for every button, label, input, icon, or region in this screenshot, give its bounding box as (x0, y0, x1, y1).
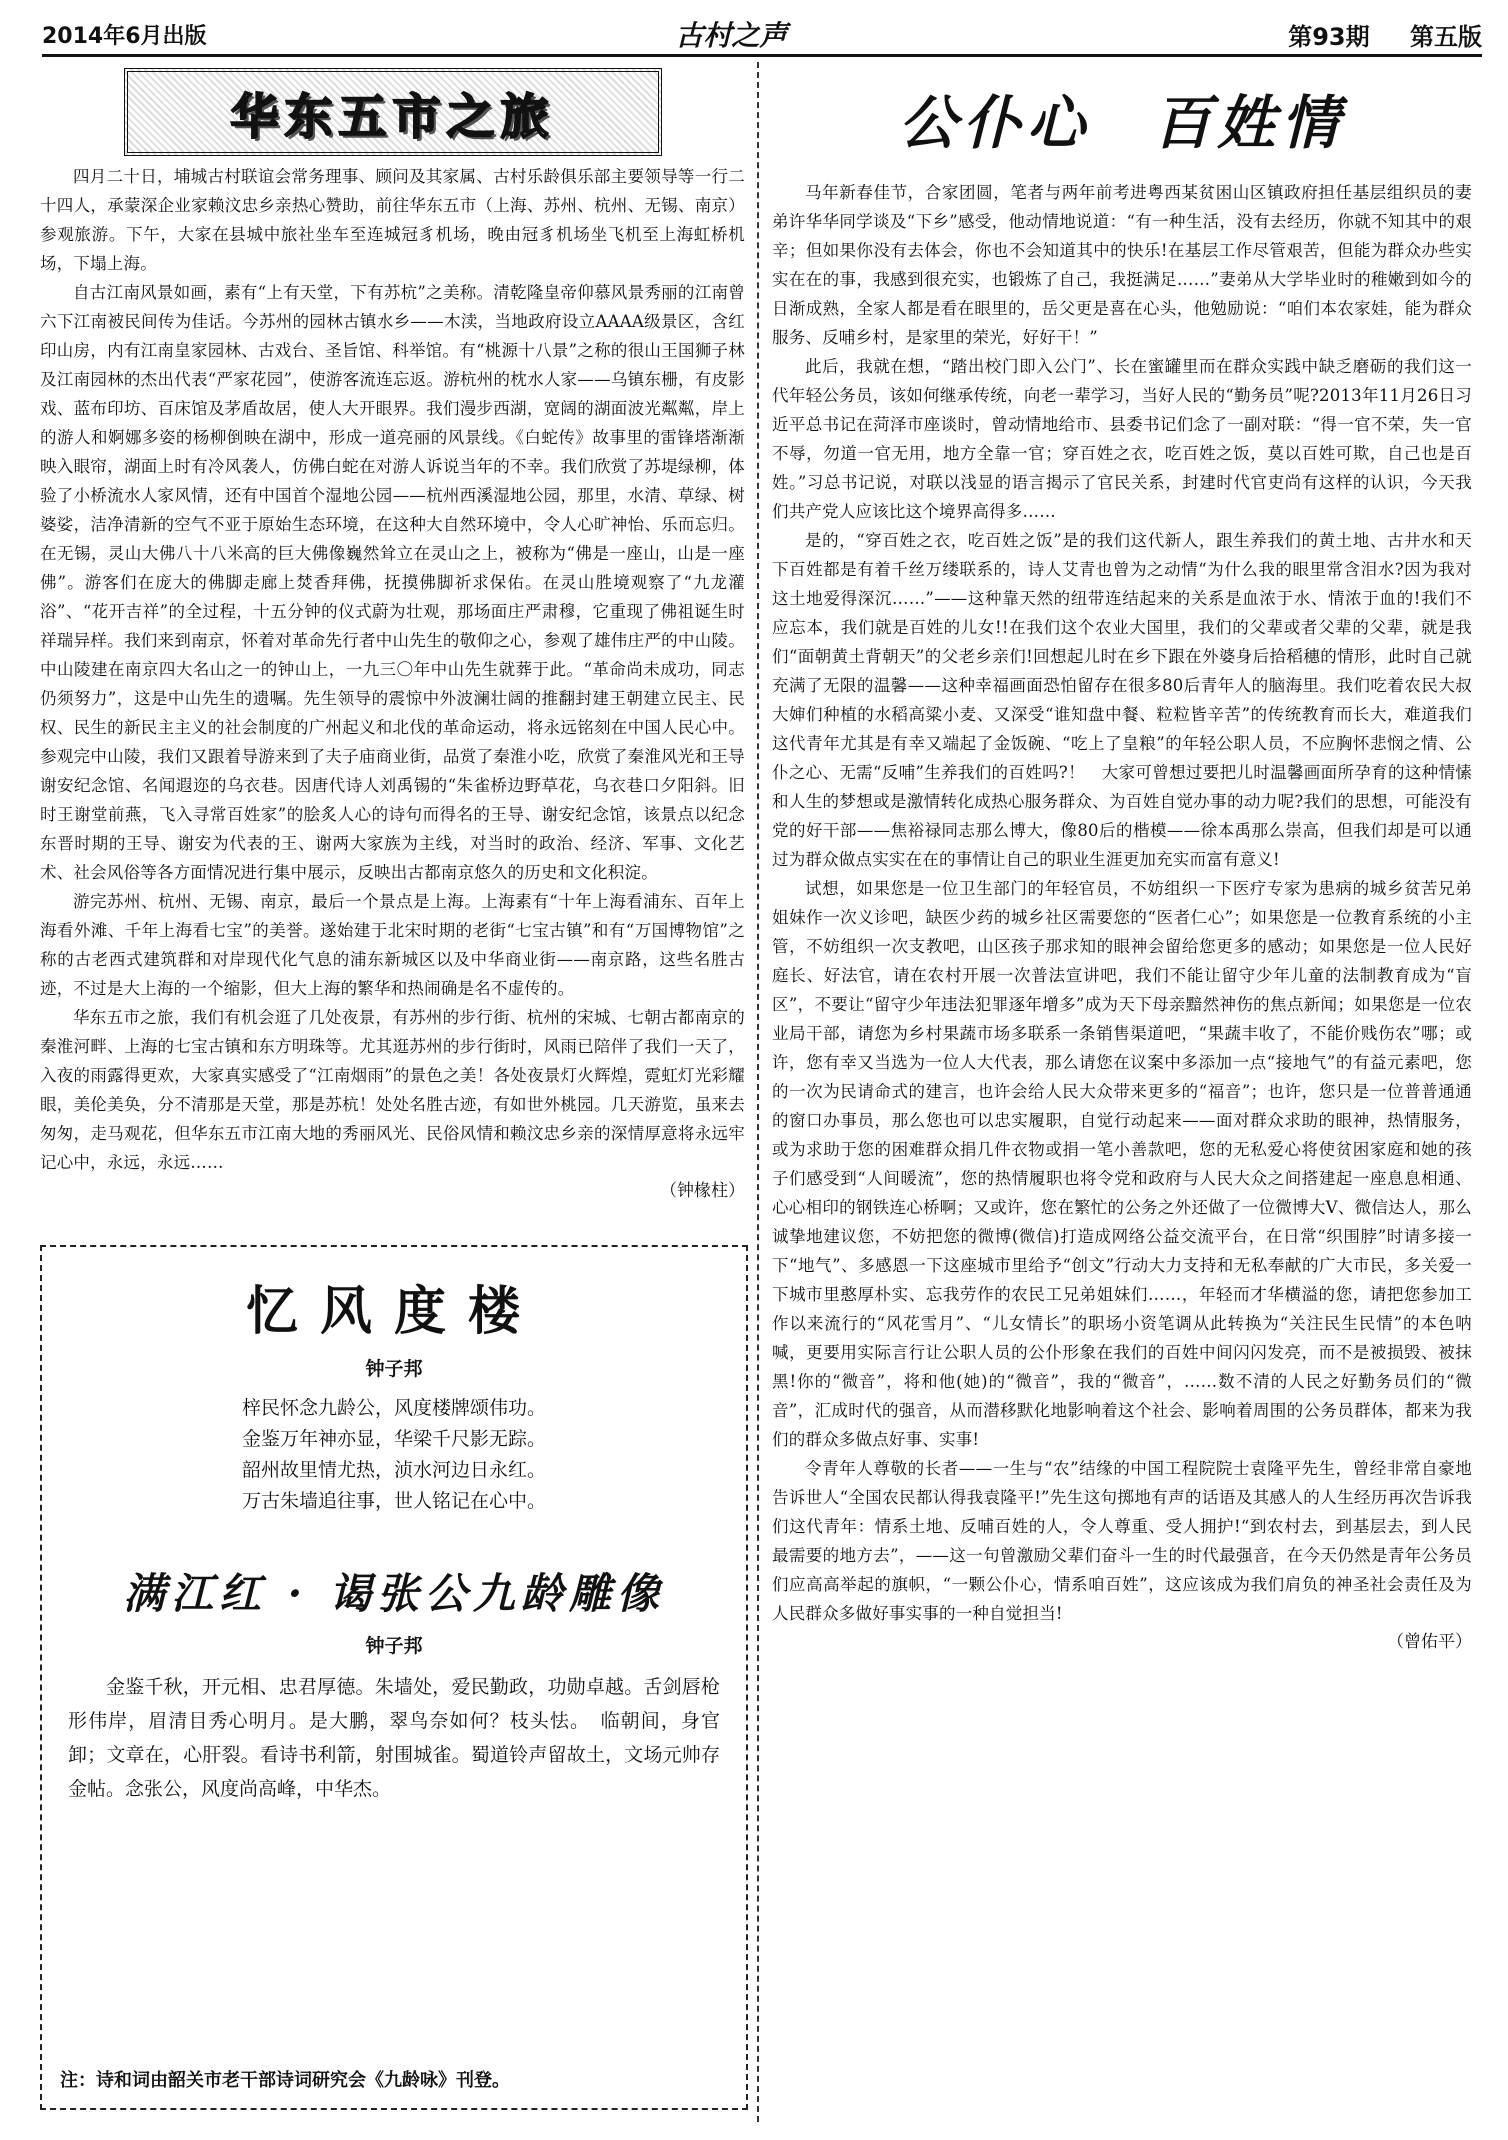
left-article-paragraph: 自古江南风景如画，素有“上有天堂，下有苏杭”之美称。清乾隆皇帝仰慕风景秀丽的江南曾六下江南被民间传为佳话。今苏州的园林古镇水乡——木渎，当地政府设立AAAA级景区，含红印山房，内有江南皇家园林、古戏台、圣旨馆、科举馆。有“桃源十八景”之称的很山王国狮子林及江南园林的杰出代表“严家花园”，使游客流连忘返。游杭州的枕水人家——乌镇东栅，有皮影戏、蓝布印坊、百床馆及茅盾故居，使人大开眼界。我们漫步西湖，宽阔的湖面波光粼粼，岸上的游人和婀娜多姿的杨柳倒映在湖中，形成一道亮丽的风景线。《白蛇传》故事里的雷锋塔渐渐映入眼帘，湖面上时有冷风袭人，仿佛白蛇在对游人诉说当年的不幸。我们欣赏了苏堤绿柳，体验了小桥流水人家风情，还有中国首个湿地公园——杭州西溪湿地公园，那里，水清、草绿、树婆娑，洁净清新的空气不亚于原始生态环境，在这种大自然环境中，令人心旷神怡、乐而忘归。在无锡，灵山大佛八十八米高的巨大佛像巍然耸立在灵山之上，被称为“佛是一座山，山是一座佛”。游客们在庞大的佛脚走廊上焚香拜佛，抚摸佛脚祈求保佑。在灵山胜境观察了“九龙灌浴”、“花开吉祥”的全过程，十五分钟的仪式蔚为壮观，那场面庄严肃穆，它重现了佛祖诞生时祥瑞异样。我们来到南京，怀着对革命先行者中山先生的敬仰之心，参观了雄伟庄严的中山陵。中山陵建在南京四大名山之一的钟山上，一九三〇年中山先生就葬于此。“革命尚未成功，同志仍须努力”，这是中山先生的遗嘱。先生领导的震惊中外波澜壮阔的推翻封建王朝建立民主、民权、民生的新民主主义的社会制度的广州起义和北伐的革命运动，将永远铭刻在中国人民心中。参观完中山陵，我们又跟着导游来到了夫子庙商业街，品赏了秦淮小吃，欣赏了秦淮风光和王导谢安纪念馆、名闻遐迩的乌衣巷。因唐代诗人刘禹锡的“朱雀桥边野草花，乌衣巷口夕阳斜。旧时王谢堂前燕，飞入寻常百姓家”的脍炙人心的诗句而得名的王导、谢安纪念馆，该景点以纪念东晋时期的王导、谢安为代表的王、谢两大家族为主线，对当时的政治、经济、军事、文化艺术、社会风俗等各方面情况进行集中展示，反映出古都南京悠久的历史和文化积淀。 (40, 283, 745, 882)
poem-note: 注：诗和词由韶关市老干部诗词研究会《九龄咏》刊登。 (60, 2070, 510, 2091)
left-article (40, 62, 745, 1206)
poem-line: 梓民怀念九龄公，风度楼牌颂伟功。 (241, 1397, 546, 1419)
poem-line: 金鉴万年神亦显，华梁千尺影无踪。 (241, 1428, 546, 1450)
column-divider (757, 62, 759, 2122)
poem-line: 万古朱墙追往事，世人铭记在心中。 (241, 1490, 546, 1512)
right-article-paragraph: 是的，“穿百姓之衣，吃百姓之饭”是的我们这代新人，跟生养我们的黄土地、古井水和天下百姓都是有着千丝万缕联系的，诗人艾青也曾为之动情“为什么我的眼里常含泪水?因为我对这土地爱得深沉……”——这种靠天然的纽带连结起来的关系是血浓于水、情浓于血的!我们不应忘本，我们就是百姓的儿女!!在我们这个农业大国里，我们的父辈或者父辈的父辈，就是我们“面朝黄土背朝天”的父老乡亲们!回想起儿时在乡下跟在外婆身后拾稻穗的情形，此时自己就充满了无限的温馨——这种幸福画面恐怕留存在很多80后青年人的脑海里。我们吃着农民大叔大婶们种植的水稻高粱小麦、又深受“谁知盘中餐、粒粒皆辛苦”的传统教育而长大，难道我们这代青年尤其是有幸又端起了金饭碗、“吃上了皇粮”的年轻公职人员，不应胸怀悲悯之情、公仆之心、无需“反哺”生养我们的百姓吗?！ 大家可曾想过要把儿时温馨画面所孕育的这种情愫和人生的梦想或是激情转化成热心服务群众、为百姓自觉办事的动力呢?我们的思想，可能没有党的好干部——焦裕禄同志那么博大，像80后的楷模——徐本禹那么崇高，但我们却是可以通过为群众做点实实在在的事情让自己的职业生涯更加充实而富有意义! (772, 531, 1472, 869)
right-article-paragraph: 马年新春佳节，合家团圆，笔者与两年前考进粤西某贫困山区镇政府担任基层组织员的妻弟许华华同学谈及“下乡”感受，他动情地说道：“有一种生活，没有去经历，你就不知其中的艰辛；但如果你没有去体会，你也不会知道其中的快乐!在基层工作尽管艰苦，但能为群众办些实实在在的事，我感到很充实，也锻炼了自己，我挺满足……”妻弟从大学毕业时的稚嫩到如今的日渐成熟，全家人都是看在眼里的，岳父更是喜在心头，他勉励说：“咱们本农家娃，能为群众服务、反哺乡村，是家里的荣光，好好干！” (772, 183, 1472, 347)
right-title-part1: 公仆心 (898, 89, 1091, 157)
poem2-author: 钟子邦 (365, 1635, 423, 1657)
poem-section (40, 1245, 748, 2110)
issue-number: 第93期 (1288, 22, 1370, 51)
right-article-author: （曾佑平） (1387, 1632, 1472, 1652)
page-header (42, 14, 1482, 57)
right-article-paragraph: 令青年人尊敬的长者——一生与“农”结缘的中国工程院院士袁隆平先生，曾经非常自豪地告诉世人“全国农民都认得我袁隆平!”先生这句掷地有声的话语及其感人的人生经历再次告诉我们这代青年：情系土地、反哺百姓的人，令人尊重、受人拥护!“到农村去，到基层去，到人民最需要的地方去”，——这一句曾激励父辈们奋斗一生的时代最强音，在今天仍然是青年公务员们应高高举起的旗帜，“一颗公仆心，情系咱百姓”，这应该成为我们肩负的神圣社会责任及为人民群众多做好事实事的一种自觉担当! (772, 1459, 1472, 1623)
right-article-title (772, 76, 1472, 160)
right-title-part2: 百姓情 (1153, 89, 1346, 157)
poem2-title: 满江红 · 谒张公九龄雕像 (123, 1569, 665, 1618)
left-article-title-box (124, 68, 662, 156)
left-article-author: （钟椽柱） (660, 1181, 745, 1201)
right-article (772, 62, 1472, 1657)
issue-info (1256, 17, 1482, 52)
left-article-paragraph: 游完苏州、杭州、无锡、南京，最后一个景点是上海。上海素有“十年上海看浦东、百年上海看外滩、千年上海看七宝”的美誉。遂始建于北宋时期的老街“七宝古镇”和有“万国博物馆”之称的古老西式建筑群和对岸现代化气息的浦东新城区以及中华商业街——南京路，这些名胜古迹，不过是大上海的一个缩影，但大上海的繁华和热闹确是名不虚传的。 (40, 892, 745, 998)
poem2-body: 金鉴千秋，开元相、忠君厚德。朱墙处，爱民勤政，功勋卓越。舌剑唇枪形伟岸，眉清目秀心明月。是大鹏，翠鸟奈如何？枝头怯。 临朝间，身官卸；文章在，心肝裂。看诗书利箭，射围城雀。蜀道铃声留故土，文场元帅存金帖。念张公，风度尚高峰，中华杰。 (68, 1676, 720, 1800)
poem1-title: 忆风度楼 (245, 1281, 542, 1342)
left-article-paragraph: 华东五市之旅，我们有机会逛了几处夜景，有苏州的步行街、杭州的宋城、七朝古都南京的秦淮河畔、上海的七宝古镇和东方明珠等。尤其逛苏州的步行街时，风雨已陪伴了我们一天了，入夜的雨露得更欢，大家真实感受了“江南烟雨”的景色之美！各处夜景灯火辉煌，霓虹灯光彩耀眼，美伦美奂，分不清那是天堂，那是苏杭！处处名胜古迹，有如世外桃园。几天游览，虽来去匆匆，走马观花，但华东五市江南大地的秀丽风光、民俗风情和赖汶忠乡亲的深情厚意将永远牢记心中，永远，永远…… (40, 1008, 745, 1172)
right-article-paragraph: 此后，我就在想，“踏出校门即入公门”、长在蜜罐里而在群众实践中缺乏磨砺的我们这一代年轻公务员，该如何继承传统，向老一辈学习，当好人民的“勤务员”呢?2013年11月26日习近平总书记在菏泽市座谈时，曾动情地给市、县委书记们念了一副对联：“得一官不荣，失一官不辱，勿道一官无用，地方全靠一官；穿百姓之衣，吃百姓之饭，莫以百姓可欺，自己也是百姓。”习总书记说，对联以浅显的语言揭示了官民关系，封建时代官吏尚有这样的认识，今天我们共产党人应该比这个境界高得多…… (772, 357, 1472, 521)
newspaper-name: 古村之声 (675, 19, 788, 52)
left-article-title: 华东五市之旅 (230, 88, 555, 145)
right-article-paragraph: 试想，如果您是一位卫生部门的年轻官员，不妨组织一下医疗专家为患病的城乡贫苦兄弟姐妹作一次义诊吧，缺医少药的城乡社区需要您的“医者仁心”；如果您是一位教育系统的小主管，不妨组织一次支教吧，山区孩子那求知的眼神会留给您更多的感动；如果您是一位人民好庭长、好法官，请在农村开展一次普法宣讲吧，我们不能让留守少年儿童的法制教育成为“盲区”，不要让“留守少年违法犯罪逐年增多”成为天下母亲黯然神伤的焦点新闻；如果您是一位农业局干部，请您为乡村果蔬市场多联系一条销售渠道吧，“果蔬丰收了，不能价贱伤农”哪；或许，您有幸又当选为一位人大代表，那么请您在议案中多添加一点“接地气”的有益元素吧，您的一次为民请命式的建言，也许会给人民大众带来更多的“福音”；也许，您只是一位普普通通的窗口办事员，那么您也可以忠实履职，自觉行动起来——面对群众求助的眼神，热情服务，或为求助于您的困难群众捐几件衣物或捐一笔小善款吧，您的无私爱心将使贫困家庭和她的孩子们感受到“人间暖流”，您的热情履职也将令党和政府与人民大众之间搭建起一座息息相通、心心相印的钢铁连心桥啊；又或许，您在繁忙的公务之外还做了一位微博大V、微信达人，那么诚挚地建议您，不妨把您的微博(微信)打造成网络公益交流平台，在日常“织围脖”时请多接一下“地气”、多感恩一下这座城市里给予“创文”行动大力支持和无私奉献的广大市民，多关爱一下城市里憨厚朴实、忘我劳作的农民工兄弟姐妹们……，年轻而才华横溢的您，请把您参加工作以来流行的“风花雪月”、“儿女情长”的职场小资笔调从此转换为“关注民生民情”的本色呐喊，更要用实际言行让公职人员的公仆形象在我们的百姓中间闪闪发亮，而不是被损毁、被抹黑!你的“微音”，将和他(她)的“微音”，我的“微音”，……数不清的人民之好勤务员们的“微音”，汇成时代的强音，从而潜移默化地影响着这个社会、影响着周围的公务员群体，都来为我们的群众多做点好事、实事! (772, 879, 1472, 1449)
poem-line: 韶州故里情尤热，浈水河边日永红。 (241, 1459, 546, 1481)
publish-date: 2014年6月出版 (42, 23, 207, 49)
edition-number: 第五版 (1409, 22, 1482, 51)
poem1-lines (42, 1393, 746, 1517)
poem1-author: 钟子邦 (365, 1358, 423, 1380)
left-article-paragraph: 四月二十日，埔城古村联谊会常务理事、顾问及其家属、古村乐龄俱乐部主要领导等一行二十四人，承蒙深企业家赖汶忠乡亲热心赞助，前往华东五市（上海、苏州、杭州、无锡、南京）参观旅游。下午，大家在县城中旅社坐车至连城冠豸机场，晚由冠豸机场坐飞机至上海虹桥机场，下塌上海。 (40, 167, 745, 273)
